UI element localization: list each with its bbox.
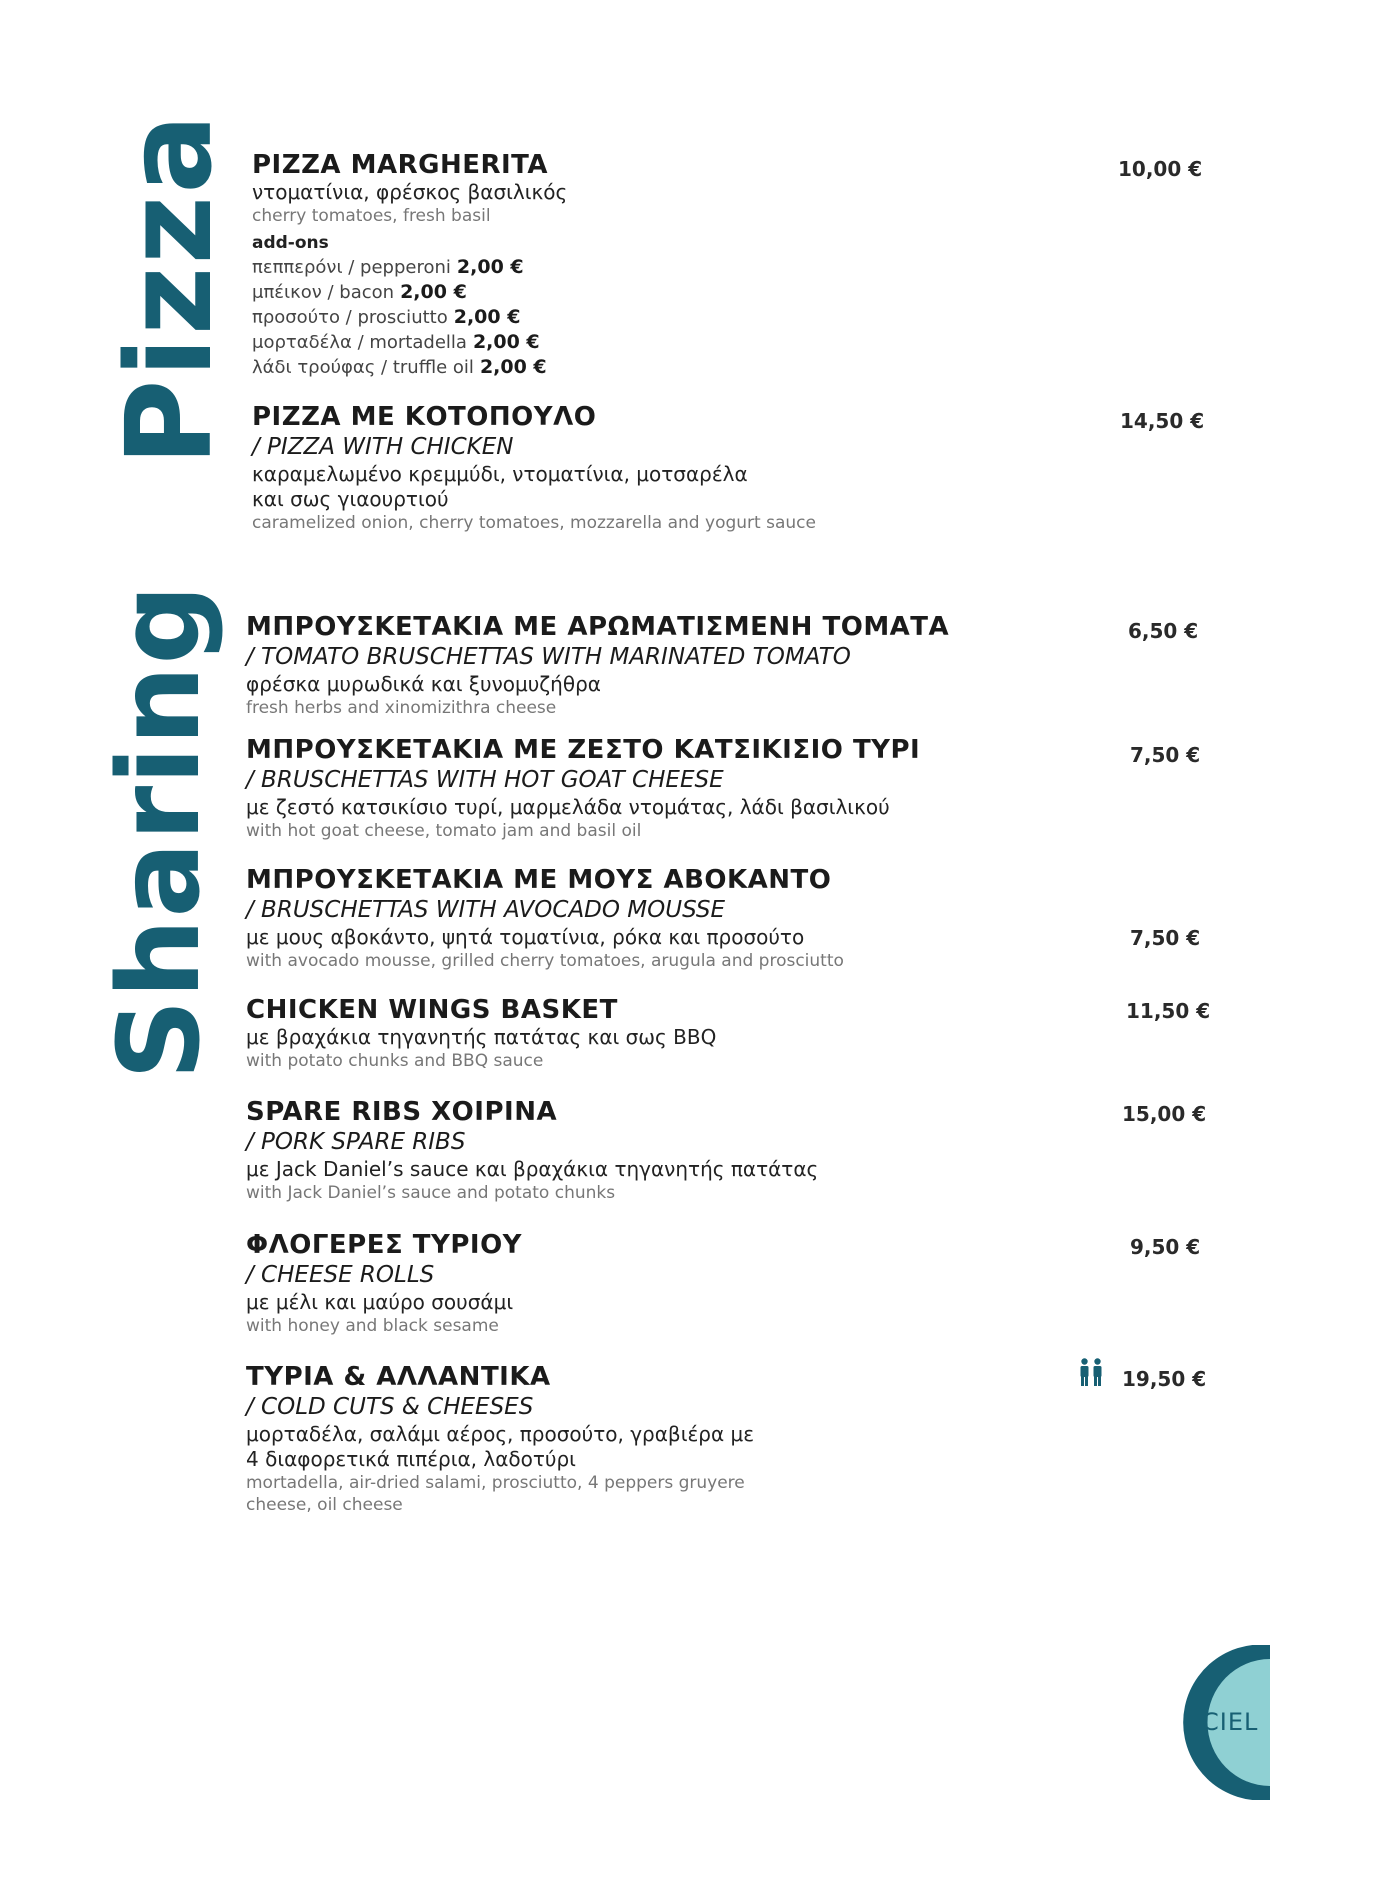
menu-item-tomato-bruschettas: [246, 612, 1246, 719]
item-description-gr: με Jack Daniel’s sauce και βραχάκια τηγανητής πατάτας: [246, 1157, 819, 1181]
item-name: SPARE RIBS ΧΟΙΡΙΝΑ: [246, 1097, 558, 1127]
item-name: ΜΠΡΟΥΣΚΕΤΑΚΙΑ ΜΕ ΑΡΩΜΑΤΙΣΜΕΝΗ ΤΟΜΑΤΑ: [246, 612, 950, 642]
item-description-en: cherry tomatoes, fresh basil: [252, 206, 491, 226]
addon-row: [252, 355, 1252, 380]
item-price: 9,50 €: [1130, 1235, 1201, 1259]
two-people-icon: [1078, 1358, 1104, 1386]
addon-row: [252, 330, 1252, 355]
addon-label: προσούτο / prosciutto: [252, 307, 448, 328]
item-description-gr: με ζεστό κατσικίσιο τυρί, μαρμελάδα ντομάτας, λάδι βασιλικού: [246, 795, 890, 819]
item-name-en: / PORK SPARE RIBS: [246, 1129, 466, 1155]
menu-item-goat-cheese-bruschettas: [246, 735, 1246, 842]
addon-label: μπέικον / bacon: [252, 282, 395, 303]
item-name: ΦΛΟΓΕΡΕΣ ΤΥΡΙΟΥ: [246, 1230, 523, 1260]
item-description-en: with avocado mousse, grilled cherry tomatoes, arugula and prosciutto: [246, 951, 844, 971]
item-description-gr: καραμελωμένο κρεμμύδι, ντοματίνια, μοτσαρέλα: [252, 462, 748, 486]
item-name: ΜΠΡΟΥΣΚΕΤΑΚΙΑ ΜΕ ΜΟΥΣ ΑΒΟΚΑΝΤΟ: [246, 865, 832, 895]
item-description-en: with Jack Daniel’s sauce and potato chunks: [246, 1183, 616, 1203]
item-description-gr: με βραχάκια τηγανητής πατάτας και σως BBQ: [246, 1025, 717, 1049]
addon-price: 2,00 €: [456, 256, 524, 278]
item-description-en: with hot goat cheese, tomato jam and basil oil: [246, 821, 642, 841]
item-name: PIZZA ΜΕ ΚΟΤΟΠΟΥΛΟ: [252, 402, 597, 432]
item-name: CHICKEN WINGS BASKET: [246, 995, 618, 1025]
addon-row: [252, 255, 1252, 280]
section-title-pizza: Pizza: [100, 112, 238, 466]
item-price: 7,50 €: [1130, 743, 1201, 767]
item-price: 15,00 €: [1122, 1102, 1207, 1126]
item-description-gr: φρέσκα μυρωδικά και ξυνομυζήθρα: [246, 672, 601, 696]
item-description-gr: μορταδέλα, σαλάμι αέρος, προσούτο, γραβιέρα με: [246, 1422, 755, 1446]
item-name: PIZZA MARGHERITA: [252, 150, 549, 180]
addon-price: 2,00 €: [400, 281, 467, 303]
item-name-en: / COLD CUTS & CHEESES: [246, 1394, 534, 1420]
item-name-en: / BRUSCHETTAS WITH AVOCADO MOUSSE: [246, 897, 725, 923]
item-description-gr: 4 διαφορετικά πιπέρια, λαδοτύρι: [246, 1447, 576, 1471]
addon-label: πεππερόνι / pepperoni: [252, 257, 451, 278]
item-description-en: cheese, oil cheese: [246, 1495, 403, 1515]
menu-item-cheese-rolls: [246, 1230, 1246, 1337]
item-description-en: with honey and black sesame: [246, 1316, 499, 1336]
menu-item-chicken-wings: [246, 995, 1246, 1072]
item-name: ΜΠΡΟΥΣΚΕΤΑΚΙΑ ΜΕ ΖΕΣΤΟ ΚΑΤΣΙΚΙΣΙΟ ΤΥΡΙ: [246, 735, 921, 765]
addon-row: [252, 305, 1252, 330]
item-price: 6,50 €: [1128, 619, 1199, 643]
item-price: 7,50 €: [1130, 926, 1201, 950]
item-name-en: / BRUSCHETTAS WITH HOT GOAT CHEESE: [246, 767, 724, 793]
item-price: 10,00 €: [1118, 157, 1203, 181]
addon-row: [252, 280, 1252, 305]
logo-text: CIEL: [1202, 1708, 1259, 1736]
item-description-en: mortadella, air-dried salami, prosciutto, 4 peppers gruyere: [246, 1473, 745, 1493]
item-description-gr: με μέλι και μαύρο σουσάμι: [246, 1290, 514, 1314]
item-description-gr: ντοματίνια, φρέσκος βασιλικός: [252, 180, 568, 204]
addon-price: 2,00 €: [453, 306, 521, 328]
item-price: 11,50 €: [1126, 999, 1211, 1023]
addon-label: λάδι τρούφας / truffle oil: [252, 357, 474, 378]
addon-label: μορταδέλα / mortadella: [252, 332, 467, 353]
section-title-sharing: Sharing: [95, 583, 225, 1080]
item-name-en: / TOMATO BRUSCHETTAS WITH MARINATED TOMATO: [246, 644, 851, 670]
menu-item-spare-ribs: [246, 1097, 1246, 1204]
item-description-en: fresh herbs and xinomizithra cheese: [246, 698, 557, 718]
item-price: 19,50 €: [1122, 1367, 1207, 1391]
item-description-en: caramelized onion, cherry tomatoes, mozzarella and yogurt sauce: [252, 513, 816, 533]
item-name-en: / PIZZA WITH CHICKEN: [252, 434, 514, 460]
item-price: 14,50 €: [1120, 409, 1205, 433]
item-name: ΤΥΡΙΑ & ΑΛΛΑΝΤΙΚΑ: [246, 1362, 551, 1392]
item-description-gr: και σως γιαουρτιού: [252, 487, 449, 511]
item-description-en: with potato chunks and BBQ sauce: [246, 1051, 544, 1071]
addon-price: 2,00 €: [479, 356, 547, 378]
menu-item-avocado-bruschettas: [246, 865, 1246, 972]
item-name-en: / CHEESE ROLLS: [246, 1262, 435, 1288]
addon-price: 2,00 €: [472, 331, 540, 353]
addons-heading: add-ons: [252, 233, 329, 253]
menu-item-pizza-chicken: [252, 402, 1252, 534]
item-description-gr: με μους αβοκάντο, ψητά τοματίνια, ρόκα και προσούτο: [246, 925, 805, 949]
menu-item-pizza-margherita: [252, 150, 1252, 380]
